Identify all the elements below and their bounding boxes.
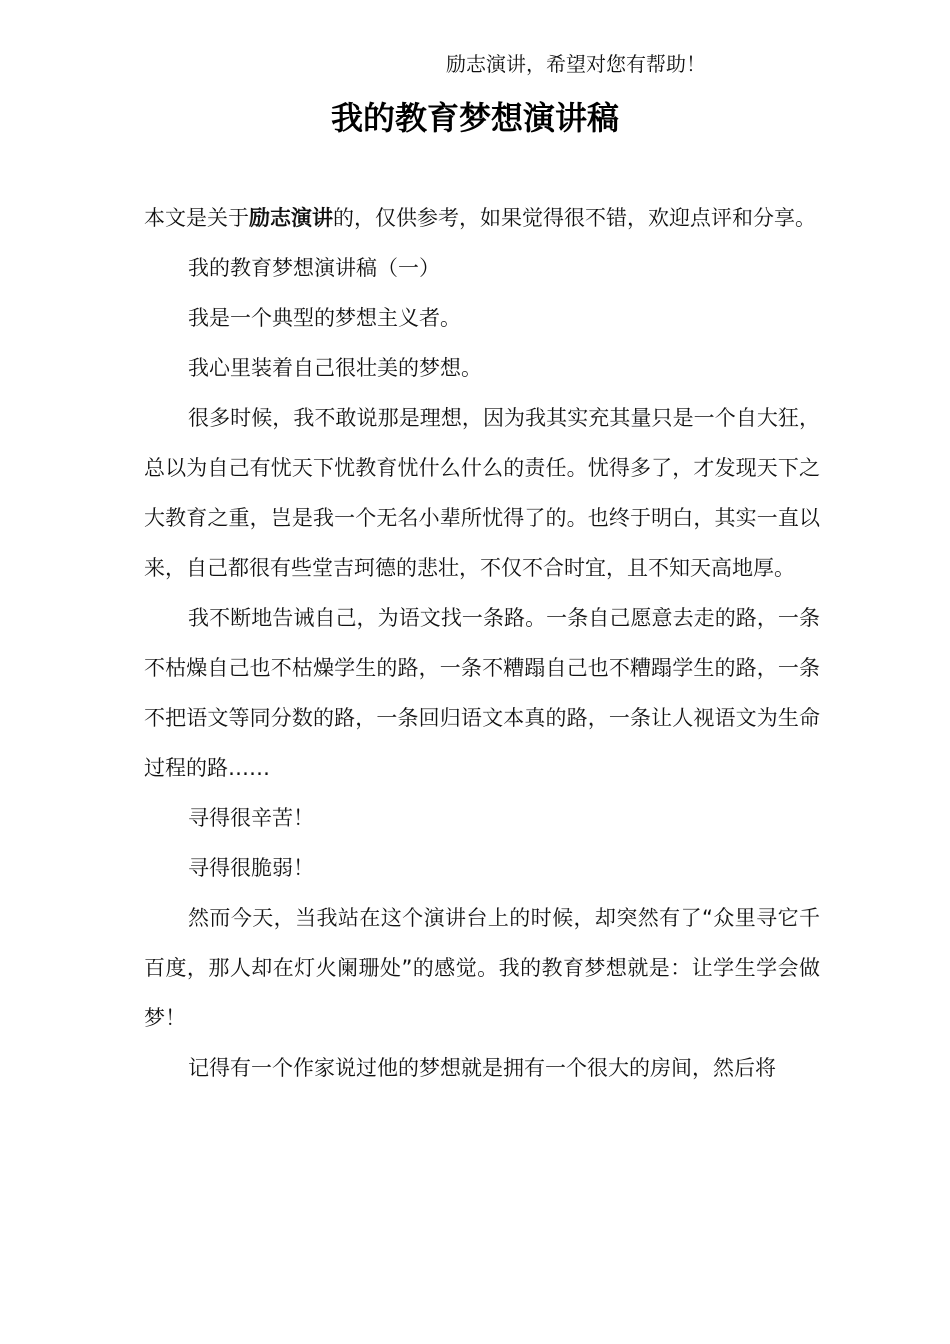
paragraph: 我是一个典型的梦想主义者。: [188, 306, 461, 330]
intro-bold-topic: 励志演讲: [249, 206, 333, 230]
paragraph: 记得有一个作家说过他的梦想就是拥有一个很大的房间，然后将: [188, 1056, 776, 1080]
intro-after: 的，仅供参考，如果觉得很不错，欢迎点评和分享。: [333, 206, 816, 230]
document-body: [144, 193, 820, 1093]
section-heading: 我的教育梦想演讲稿（一）: [188, 256, 440, 280]
paragraph: 寻得很脆弱！: [188, 856, 314, 880]
intro-before: 本文是关于: [144, 206, 249, 230]
paragraph: 寻得很辛苦！: [188, 806, 314, 830]
paragraph: 我不断地告诫自己，为语文找一条路。一条自己愿意去走的路，一条不枯燥自己也不枯燥学生的路，一条不糟蹋自己也不糟蹋学生的路，一条不把语文等同分数的路，一条回归语文本真的路，一条让人视语文为生命过程的路……: [144, 606, 820, 780]
header-note: 励志演讲，希望对您有帮助！: [446, 52, 706, 76]
paragraph: 然而今天，当我站在这个演讲台上的时候，却突然有了“众里寻它千百度，那人却在灯火阑珊处”的感觉。我的教育梦想就是：让学生学会做梦！: [144, 906, 820, 1030]
document-title: 我的教育梦想演讲稿: [330, 99, 619, 137]
paragraph: 我心里装着自己很壮美的梦想。: [188, 356, 482, 380]
intro-paragraph: [144, 193, 820, 243]
paragraph: 很多时候，我不敢说那是理想，因为我其实充其量只是一个自大狂，总以为自己有忧天下忧教育忧什么什么的责任。忧得多了，才发现天下之大教育之重，岂是我一个无名小辈所忧得了的。也终于明白，其实一直以来，自己都很有些堂吉珂德的悲壮，不仅不合时宜，且不知天高地厚。: [144, 406, 820, 580]
